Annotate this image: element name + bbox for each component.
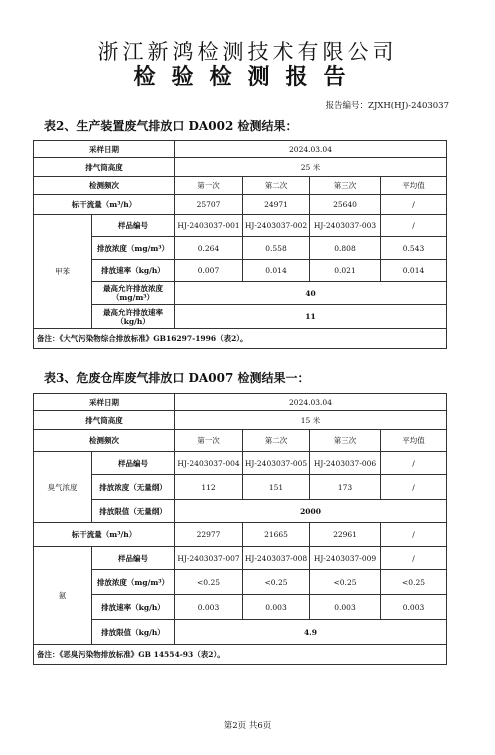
table-row	[34, 645, 447, 665]
label-cell: 标干流量（m³/h）	[34, 523, 175, 547]
company-name: 浙江新鸿检测技术有限公司	[97, 40, 398, 64]
value-cell: 2024.03.04	[175, 394, 447, 411]
value-cell: 第一次	[175, 177, 243, 195]
table-row	[34, 141, 447, 158]
table-row	[34, 195, 447, 215]
value-cell: 25640	[310, 195, 381, 215]
value-cell: 0.003	[310, 595, 381, 620]
page-footer: 第2页 共6页	[223, 721, 272, 731]
label-cell: 采样日期	[34, 394, 175, 411]
label-cell: 排放速率（kg/h）	[92, 260, 175, 282]
table3-heading: 表3、危废仓库废气排放口 DA007 检测结果一：	[44, 371, 310, 385]
label-cell: 排放限值（无量纲）	[92, 500, 175, 523]
value-cell: 22961	[310, 523, 381, 547]
table-row	[34, 523, 447, 547]
value-cell: HJ-2403037-005	[243, 452, 310, 475]
table-row	[34, 452, 447, 475]
table-row	[34, 215, 447, 237]
value-cell: HJ-2403037-004	[175, 452, 243, 475]
value-cell: 4.9	[175, 620, 447, 645]
value-cell: 第一次	[175, 430, 243, 452]
value-cell: 第二次	[243, 430, 310, 452]
value-cell: 平均值	[381, 430, 447, 452]
value-cell: 0.003	[381, 595, 447, 620]
value-cell: HJ-2403037-009	[310, 547, 381, 570]
value-cell: 0.014	[243, 260, 310, 282]
value-cell: 15 米	[175, 411, 447, 430]
label-cell: 排放浓度（mg/m³）	[92, 237, 175, 260]
label-cell: 采样日期	[34, 141, 175, 158]
value-cell: <0.25	[381, 570, 447, 595]
report-title: 检验检测报告	[133, 65, 362, 90]
value-cell: <0.25	[310, 570, 381, 595]
value-cell: /	[381, 523, 447, 547]
report-number: 报告编号：ZJXH(HJ)-2403037	[325, 101, 449, 111]
note-cell: 备注：《恶臭污染物排放标准》GB 14554-93（表2）。	[34, 645, 447, 665]
table-row	[34, 158, 447, 177]
label-cell: 排放浓度（无量纲）	[92, 475, 175, 500]
pollutant-cell: 甲苯	[34, 215, 92, 329]
pollutant-cell: 臭气浓度	[34, 452, 92, 523]
value-cell: 0.003	[175, 595, 243, 620]
label-cell: 样品编号	[92, 215, 175, 237]
value-cell: HJ-2403037-001	[175, 215, 243, 237]
value-cell: 第三次	[310, 177, 381, 195]
label-cell: 排气筒高度	[34, 158, 175, 177]
value-cell: 2000	[175, 500, 447, 523]
value-cell: /	[381, 475, 447, 500]
value-cell: /	[381, 195, 447, 215]
value-cell: 21665	[243, 523, 310, 547]
table2	[33, 140, 447, 349]
table-row	[34, 411, 447, 430]
value-cell: 25 米	[175, 158, 447, 177]
value-cell: 112	[175, 475, 243, 500]
value-cell: 平均值	[381, 177, 447, 195]
value-cell: HJ-2403037-007	[175, 547, 243, 570]
value-cell: 24971	[243, 195, 310, 215]
table-row	[34, 570, 447, 595]
value-cell: HJ-2403037-003	[310, 215, 381, 237]
table-row	[34, 500, 447, 523]
table-row	[34, 177, 447, 195]
value-cell: <0.25	[243, 570, 310, 595]
label-cell: 排放速率（kg/h）	[92, 595, 175, 620]
table3	[33, 393, 447, 665]
table-row	[34, 595, 447, 620]
value-cell: <0.25	[175, 570, 243, 595]
table-row	[34, 547, 447, 570]
table-row	[34, 260, 447, 282]
table-row	[34, 430, 447, 452]
label-cell: 标干流量（m³/h）	[34, 195, 175, 215]
value-cell: 第三次	[310, 430, 381, 452]
table-row	[34, 475, 447, 500]
label-cell: 排放限值（kg/h）	[92, 620, 175, 645]
label-cell: 最高允许排放浓度（mg/m³）	[92, 282, 175, 305]
value-cell: HJ-2403037-006	[310, 452, 381, 475]
value-cell: 0.007	[175, 260, 243, 282]
label-cell: 样品编号	[92, 547, 175, 570]
value-cell: 0.543	[381, 237, 447, 260]
label-cell: 最高允许排放速率（kg/h）	[92, 305, 175, 329]
value-cell: 0.021	[310, 260, 381, 282]
value-cell: /	[381, 547, 447, 570]
value-cell: 第二次	[243, 177, 310, 195]
value-cell: HJ-2403037-002	[243, 215, 310, 237]
value-cell: 11	[175, 305, 447, 329]
label-cell: 排气筒高度	[34, 411, 175, 430]
value-cell: /	[381, 215, 447, 237]
value-cell: 0.264	[175, 237, 243, 260]
table-row	[34, 305, 447, 329]
value-cell: 151	[243, 475, 310, 500]
value-cell: 0.808	[310, 237, 381, 260]
value-cell: 40	[175, 282, 447, 305]
note-cell: 备注：《大气污染物综合排放标准》GB16297-1996（表2）。	[34, 329, 447, 349]
value-cell: 22977	[175, 523, 243, 547]
value-cell: 0.558	[243, 237, 310, 260]
table-row	[34, 282, 447, 305]
value-cell: 0.014	[381, 260, 447, 282]
value-cell: 0.003	[243, 595, 310, 620]
table-row	[34, 394, 447, 411]
value-cell: HJ-2403037-008	[243, 547, 310, 570]
pollutant-cell: 氨	[34, 547, 92, 645]
label-cell: 检测频次	[34, 177, 175, 195]
table-row	[34, 329, 447, 349]
value-cell: 173	[310, 475, 381, 500]
table-row	[34, 237, 447, 260]
label-cell: 样品编号	[92, 452, 175, 475]
value-cell: /	[381, 452, 447, 475]
label-cell: 排放浓度（mg/m³）	[92, 570, 175, 595]
table-row	[34, 620, 447, 645]
value-cell: 25707	[175, 195, 243, 215]
table2-heading: 表2、生产装置废气排放口 DA002 检测结果：	[44, 119, 298, 133]
label-cell: 检测频次	[34, 430, 175, 452]
value-cell: 2024.03.04	[175, 141, 447, 158]
